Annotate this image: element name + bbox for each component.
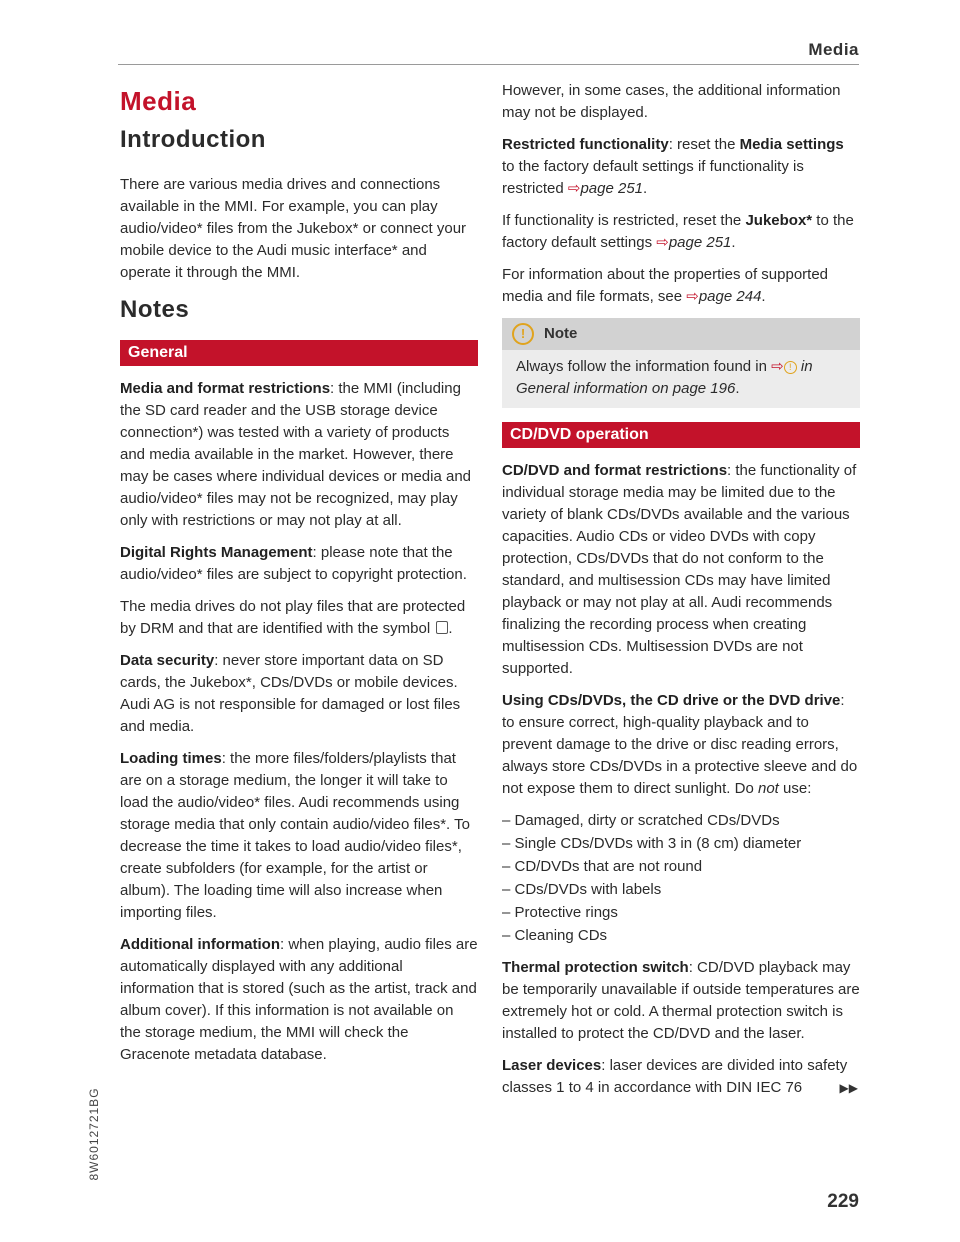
paragraph-cd-restrictions bbox=[502, 460, 860, 680]
paragraph-text: If functionality is restricted, reset the bbox=[502, 212, 746, 229]
paragraph-text: : when playing, audio files are automatically displayed with any additional information that is stored (such as the artist, track and album cover). If this information is not available on the storage medium, the MMI will check the Gracenote metadata database. bbox=[120, 936, 478, 1063]
paragraph-loading-times bbox=[120, 748, 478, 924]
intro-paragraph: There are various media drives and connections available in the MMI. For example, you can play audio/video* files from the Jukebox* or connect your mobile device to the Audi music interface* and operate it through the MMI. bbox=[120, 176, 467, 281]
term: Thermal protection switch bbox=[502, 959, 689, 976]
header-divider bbox=[118, 64, 859, 65]
list-item: – CD/DVDs that are not round bbox=[502, 858, 703, 875]
note-text: Always follow the information found in bbox=[516, 358, 772, 375]
paragraph-text: For information about the properties of supported media and file formats, see bbox=[502, 266, 829, 305]
exclamation-circle-icon: ! bbox=[512, 323, 534, 345]
paragraph-drm bbox=[120, 542, 478, 586]
note-box bbox=[502, 318, 860, 408]
paragraph-text: to the factory default settings if functionality is restricted bbox=[502, 158, 804, 197]
paragraph-thermal-switch bbox=[502, 957, 860, 1045]
page-reference[interactable] bbox=[568, 180, 643, 197]
note-text: . bbox=[735, 380, 740, 397]
term: Data security bbox=[120, 652, 215, 669]
list-item: – Damaged, dirty or scratched CDs/DVDs bbox=[502, 812, 780, 829]
page-reference[interactable] bbox=[656, 234, 731, 251]
section-heading-notes: Notes bbox=[120, 296, 190, 323]
term: Digital Rights Management bbox=[120, 544, 313, 561]
page-number: 229 bbox=[827, 1191, 859, 1212]
paragraph-text: : never store important data on SD cards, the Jukebox*, CDs/DVDs or mobile devices. Audi AG is not responsible for damaged or lost files and media. bbox=[120, 652, 461, 735]
continue-arrow-icon: ▶▶ bbox=[839, 1081, 858, 1095]
arrow-right-icon: ⇨ bbox=[686, 288, 699, 305]
drm-lock-icon bbox=[436, 621, 448, 634]
paragraph-text: : laser devices are divided into safety classes 1 to 4 in accordance with DIN IEC 76 bbox=[502, 1057, 848, 1096]
term: Laser devices bbox=[502, 1057, 602, 1074]
paragraph-text: : to ensure correct, high-quality playback and to prevent damage to the drive or disc reading errors, always store CDs/DVDs in a protective sleeve and do not expose them to direct sunlight. Do bbox=[502, 692, 858, 797]
term: Using CDs/DVDs, the CD drive or the DVD drive bbox=[502, 692, 841, 709]
section-heading-introduction: Introduction bbox=[120, 126, 266, 153]
paragraph-data-security bbox=[120, 650, 478, 738]
reference-text: page 251 bbox=[580, 180, 644, 197]
note-label: Note bbox=[544, 325, 578, 342]
exclamation-circle-icon: ! bbox=[784, 361, 797, 374]
right-column bbox=[502, 80, 860, 1109]
arrow-right-icon: ⇨ bbox=[656, 234, 669, 251]
paragraph-text: . bbox=[731, 234, 736, 251]
reference-text: page 244 bbox=[698, 288, 762, 305]
paragraph-text: : the more files/folders/playlists that are on a storage medium, the longer it will take to load the audio/video* files. Audi recommends using storage media that only contain audio/video files*. To decrease the time it takes to load audio/video files*, create subfolders (for example, for the artist or album). The loading time will also increase when importing files. bbox=[120, 750, 470, 921]
paragraph-supported-media bbox=[502, 264, 860, 308]
paragraph-text: to the factory default settings bbox=[502, 212, 854, 251]
arrow-right-icon: ⇨ bbox=[771, 358, 784, 375]
paragraph-additional-info-cont: However, in some cases, the additional information may not be displayed. bbox=[502, 82, 841, 121]
arrow-right-icon: ⇨ bbox=[567, 180, 581, 197]
term: Media settings bbox=[739, 136, 844, 153]
subsection-bar-general: General bbox=[120, 340, 478, 366]
paragraph-format-restrictions bbox=[120, 378, 478, 532]
emphasis: not bbox=[757, 780, 779, 797]
paragraph-text: . bbox=[761, 288, 766, 305]
page-reference[interactable] bbox=[686, 288, 761, 305]
running-header: Media bbox=[808, 40, 859, 59]
paragraph-text: : the functionality of individual storage media may be limited due to the variety of blank CDs/DVDs available and the various capacities. Audio CDs or video DVDs with copy protection, CDs/DVDs that do not conform to the standard, and multisession CDs may have limited playback or may not play at all. Audi recommends finalizing the recording process when creating multisession CDs. Multisession DVDs are not supported. bbox=[502, 462, 857, 677]
term: Media and format restrictions bbox=[120, 380, 331, 397]
paragraph-text: The media drives do not play files that are protected by DRM and that are identified with the symbol bbox=[120, 598, 466, 637]
subsection-bar-cd-dvd: CD/DVD operation bbox=[502, 422, 860, 448]
paragraph-additional-info bbox=[120, 934, 478, 1066]
note-header bbox=[502, 318, 860, 350]
paragraph-jukebox-reset bbox=[502, 210, 860, 254]
paragraph-laser-devices bbox=[502, 1055, 860, 1099]
term: Additional information bbox=[120, 936, 280, 953]
reference-text: page 251 bbox=[668, 234, 732, 251]
list-item: – Single CDs/DVDs with 3 in (8 cm) diameter bbox=[502, 835, 802, 852]
paragraph-text: : reset the bbox=[668, 136, 740, 153]
list-item: – Protective rings bbox=[502, 904, 618, 921]
term: Restricted functionality bbox=[502, 136, 669, 153]
chapter-title: Media bbox=[120, 86, 197, 116]
note-body bbox=[502, 350, 860, 408]
paragraph-text: : the MMI (including the SD card reader and the USB storage device connection*) was tested with a variety of products and media available in the market. However, there may be cases where individual devices or media and audio/video* files may not be recognized, may play only with restrictions or may not play at all. bbox=[120, 380, 472, 529]
paragraph-text: : CD/DVD playback may be temporarily unavailable if outside temperatures are extremely hot or cold. A thermal protection switch is installed to protect the CD/DVD and the laser. bbox=[502, 959, 860, 1042]
left-column bbox=[120, 80, 478, 1076]
reference-text: in General information on page 196 bbox=[516, 358, 813, 397]
paragraph-text: use: bbox=[778, 780, 812, 797]
list-item: – CDs/DVDs with labels bbox=[502, 881, 662, 898]
document-code: 8W6012721BG bbox=[87, 1087, 101, 1181]
paragraph-text: . bbox=[643, 180, 648, 197]
term: CD/DVD and format restrictions bbox=[502, 462, 728, 479]
list-item: – Cleaning CDs bbox=[502, 927, 608, 944]
paragraph-text: : please note that the audio/video* files are subject to copyright protection. bbox=[120, 544, 467, 583]
term: Jukebox* bbox=[745, 212, 813, 229]
paragraph-using-cds bbox=[502, 690, 860, 800]
paragraph-restricted-functionality bbox=[502, 134, 860, 200]
term: Loading times bbox=[120, 750, 222, 767]
paragraph-drm-symbol bbox=[120, 596, 478, 640]
paragraph-text: . bbox=[448, 620, 453, 637]
do-not-use-list bbox=[502, 810, 860, 947]
